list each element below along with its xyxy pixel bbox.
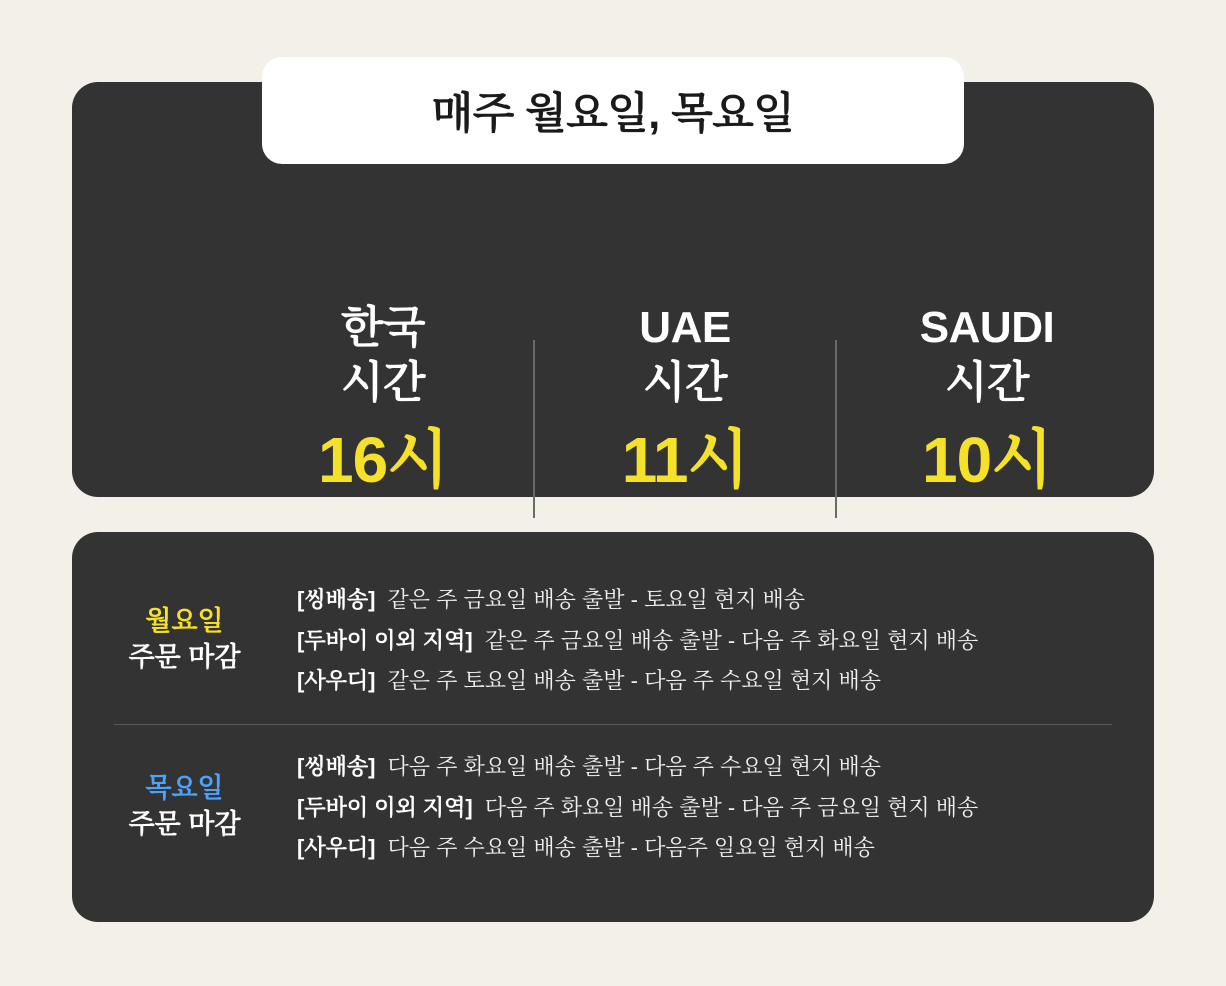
cutoff-line-text: 같은 주 토요일 배송 출발 - 다음 주 수요일 현지 배송 (387, 668, 882, 694)
timezone-value: 10시 (921, 424, 1052, 496)
cutoff-line-tag: [씽배송] (297, 587, 376, 612)
cutoff-schedule-card (72, 532, 1154, 922)
timezone-value: 16시 (317, 424, 448, 496)
cutoff-line (297, 621, 1134, 662)
cutoff-line (297, 580, 1134, 621)
cutoff-sub-label: 주문 마감 (128, 809, 241, 840)
cutoff-line-text: 다음 주 화요일 배송 출발 - 다음 주 금요일 현지 배송 (484, 794, 979, 820)
cutoff-line-tag: [두바이 이외 지역] (297, 794, 473, 820)
cutoff-line-tag: [두바이 이외 지역] (297, 627, 473, 653)
cutoff-lines (297, 580, 1154, 702)
cutoff-day-label: 월요일 (145, 606, 224, 636)
cutoff-line-text: 다음 주 수요일 배송 출발 - 다음주 일요일 현지 배송 (387, 835, 875, 861)
cutoff-block-monday (72, 572, 1154, 710)
timezone-region-label: UAE (639, 303, 731, 352)
cutoff-line (297, 788, 1134, 829)
timezone-region-label: SAUDI (919, 303, 1055, 352)
timezone-time-label: 시간 (944, 358, 1029, 407)
cutoff-day-label: 목요일 (145, 773, 224, 804)
timezone-column-uae (535, 282, 835, 496)
cutoff-sub-label: 주문 마감 (128, 642, 241, 673)
header-title-pill (262, 57, 964, 164)
timezone-column-korea (233, 282, 533, 496)
cutoff-line (297, 661, 1134, 702)
cutoff-label-group (72, 580, 297, 676)
cutoff-line (297, 747, 1134, 788)
cutoff-line-text: 다음 주 화요일 배송 출발 - 다음 주 수요일 현지 배송 (387, 754, 882, 780)
cutoff-line-tag: [사우디] (297, 835, 376, 861)
cutoff-label-group (72, 747, 297, 843)
cutoff-line-tag: [사우디] (297, 668, 376, 694)
cutoff-line-text: 같은 주 금요일 배송 출발 - 다음 주 화요일 현지 배송 (484, 627, 979, 653)
timezone-value: 11시 (621, 424, 749, 496)
cutoff-line-text: 같은 주 금요일 배송 출발 - 토요일 현지 배송 (387, 587, 806, 612)
cutoff-line (297, 828, 1134, 869)
timezone-time-label: 시간 (642, 358, 727, 407)
horizontal-divider (114, 724, 1112, 725)
timezone-row (144, 282, 1226, 542)
timezone-region-label: 한국 (340, 303, 425, 352)
timezone-column-saudi (837, 282, 1137, 496)
cutoff-lines (297, 747, 1154, 869)
page-title: 매주 월요일, 목요일 (431, 90, 795, 138)
cutoff-line-tag: [씽배송] (297, 754, 376, 780)
cutoff-block-thursday (72, 739, 1154, 877)
timezone-time-label: 시간 (340, 358, 425, 407)
